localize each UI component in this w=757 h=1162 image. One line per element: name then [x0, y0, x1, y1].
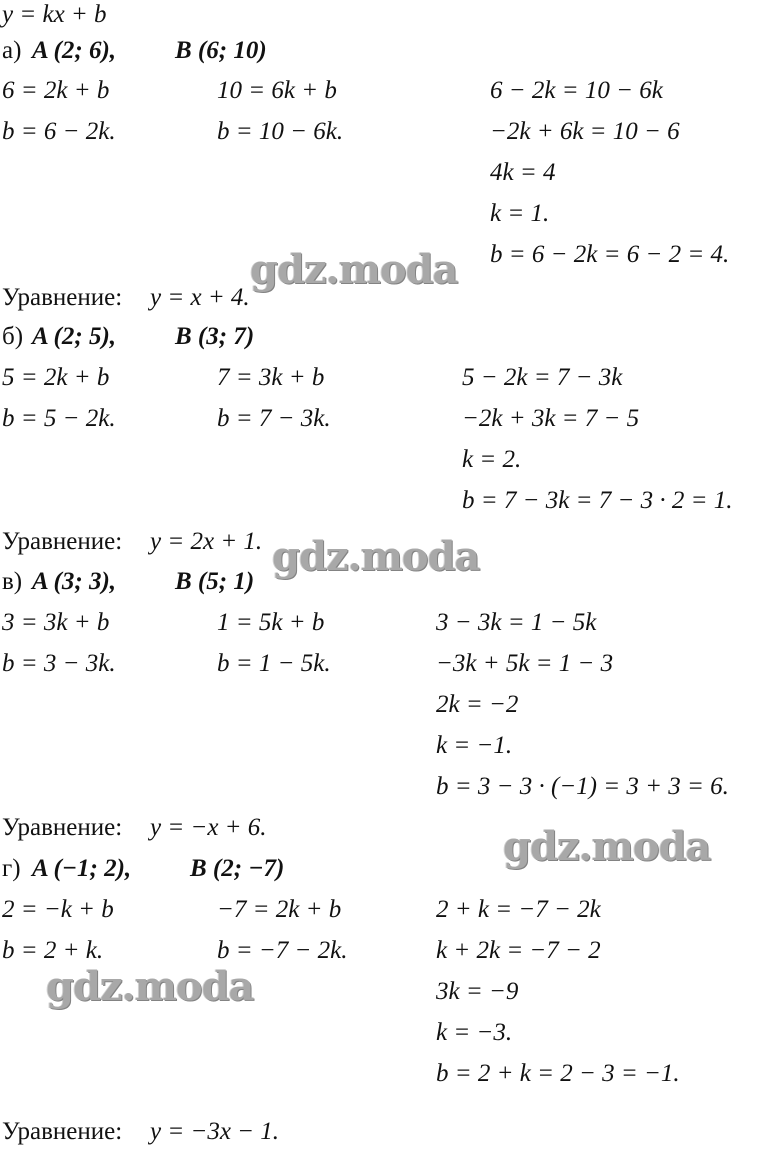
part-b-col1-line1: 5 = 2k + b	[2, 364, 110, 391]
part-a-col3-line4: k = 1.	[490, 200, 550, 227]
part-a-col3-line5: b = 6 − 2k = 6 − 2 = 4.	[490, 241, 730, 268]
part-b-point-b: B (3; 7)	[175, 323, 255, 350]
part-a-equation: y = x + 4.	[150, 284, 250, 311]
part-c-col3-line2: −3k + 5k = 1 − 3	[436, 650, 614, 677]
part-a-equation-label: Уравнение:	[2, 284, 123, 311]
part-b-col3-line3: k = 2.	[462, 446, 522, 473]
part-a-label: а)	[2, 37, 22, 64]
part-c-col3-line3: 2k = −2	[436, 691, 519, 718]
part-b-equation: y = 2x + 1.	[150, 528, 263, 555]
part-d-label: г)	[2, 855, 21, 882]
part-d-col1-line1: 2 = −k + b	[2, 896, 114, 923]
part-d-col3-line2: k + 2k = −7 − 2	[436, 937, 601, 964]
part-d-col3-line4: k = −3.	[436, 1019, 513, 1046]
part-a-point-b: B (6; 10)	[175, 37, 267, 64]
part-c-equation: y = −x + 6.	[150, 814, 267, 841]
part-c-col3-line4: k = −1.	[436, 732, 513, 759]
part-b-col3-line2: −2k + 3k = 7 − 5	[462, 405, 640, 432]
part-a-col3-line1: 6 − 2k = 10 − 6k	[490, 77, 663, 104]
part-b-point-a: A (2; 5),	[32, 323, 117, 350]
part-b-equation-label: Уравнение:	[2, 528, 123, 555]
part-d-point-a: A (−1; 2),	[32, 855, 132, 882]
part-c-col2-line2: b = 1 − 5k.	[217, 650, 331, 677]
part-b-col2-line2: b = 7 − 3k.	[217, 405, 331, 432]
part-c-col2-line1: 1 = 5k + b	[217, 609, 325, 636]
part-c-col1-line1: 3 = 3k + b	[2, 609, 110, 636]
part-d-col2-line2: b = −7 − 2k.	[217, 937, 348, 964]
part-d-col3-line3: 3k = −9	[436, 978, 519, 1005]
part-b-col3-line4: b = 7 − 3k = 7 − 3 · 2 = 1.	[462, 487, 733, 514]
part-c-equation-label: Уравнение:	[2, 814, 123, 841]
part-d-col2-line1: −7 = 2k + b	[217, 896, 342, 923]
part-b-label: б)	[2, 323, 24, 350]
watermark: gdz.moda	[46, 963, 254, 1010]
part-d-equation-label: Уравнение:	[2, 1118, 123, 1145]
watermark: gdz.moda	[503, 823, 711, 870]
part-c-point-b: B (5; 1)	[175, 568, 255, 595]
part-a-col1-line2: b = 6 − 2k.	[2, 118, 116, 145]
part-a-point-a: A (2; 6),	[32, 37, 117, 64]
part-d-col1-line2: b = 2 + k.	[2, 937, 104, 964]
part-c-col1-line2: b = 3 − 3k.	[2, 650, 116, 677]
watermark: gdz.moda	[272, 533, 480, 580]
part-b-col2-line1: 7 = 3k + b	[217, 364, 325, 391]
part-a-col2-line1: 10 = 6k + b	[217, 77, 337, 104]
part-c-col3-line1: 3 − 3k = 1 − 5k	[436, 609, 597, 636]
watermark: gdz.moda	[250, 246, 458, 293]
part-b-col1-line2: b = 5 − 2k.	[2, 405, 116, 432]
part-c-label: в)	[2, 568, 23, 595]
part-d-point-b: B (2; −7)	[190, 855, 285, 882]
part-c-point-a: A (3; 3),	[32, 568, 117, 595]
header-formula: y = kx + b	[2, 1, 107, 28]
part-d-col3-line1: 2 + k = −7 − 2k	[436, 896, 601, 923]
part-a-col2-line2: b = 10 − 6k.	[217, 118, 344, 145]
part-b-col3-line1: 5 − 2k = 7 − 3k	[462, 364, 623, 391]
part-d-equation: y = −3x − 1.	[150, 1118, 280, 1145]
part-a-col1-line1: 6 = 2k + b	[2, 77, 110, 104]
part-a-col3-line2: −2k + 6k = 10 − 6	[490, 118, 680, 145]
part-c-col3-line5: b = 3 − 3 · (−1) = 3 + 3 = 6.	[436, 773, 729, 800]
part-a-col3-line3: 4k = 4	[490, 159, 556, 186]
part-d-col3-line5: b = 2 + k = 2 − 3 = −1.	[436, 1060, 680, 1087]
